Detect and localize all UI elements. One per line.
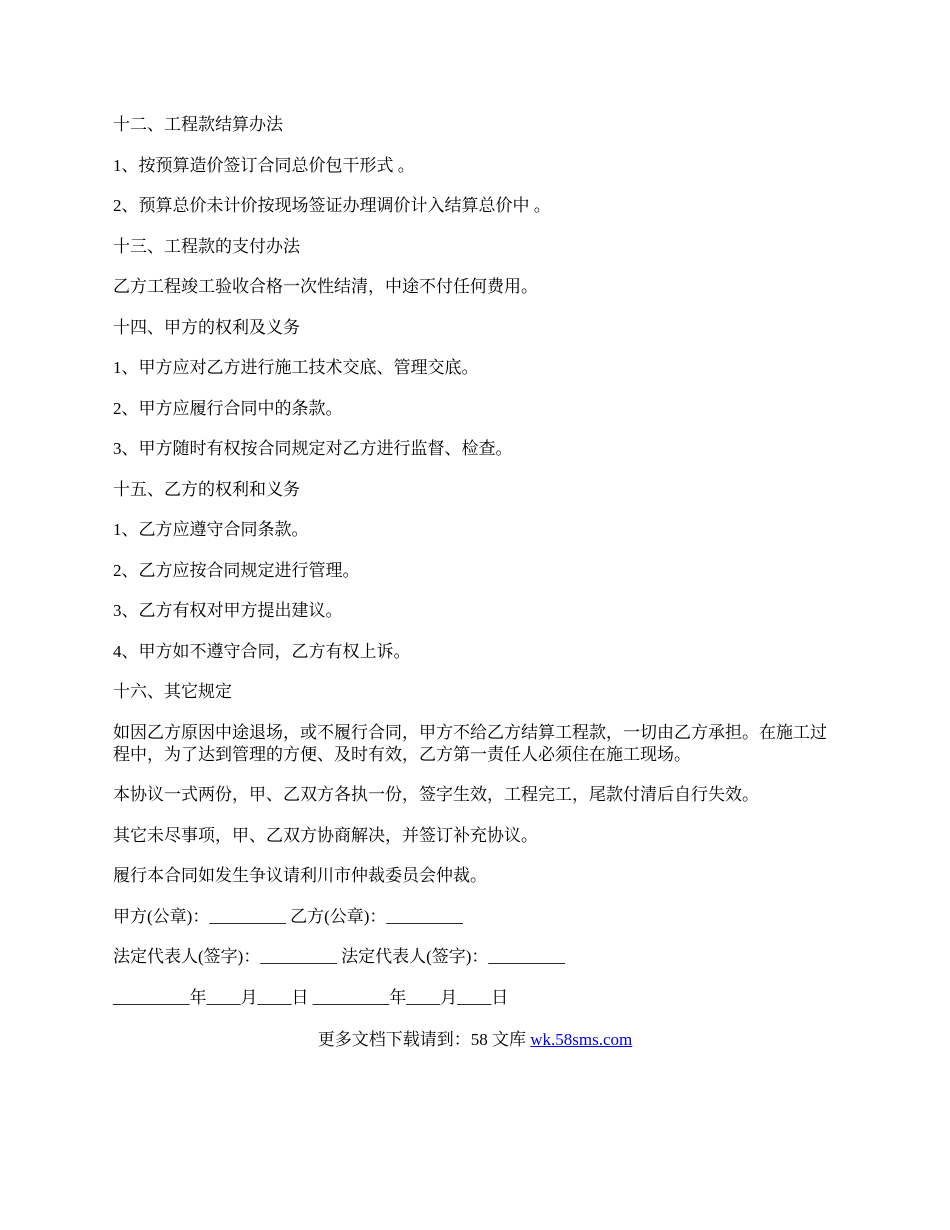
paragraph: 2、乙方应按合同规定进行管理。 [113, 560, 360, 580]
date-line: _________年____月____日 _________年____月____日 [113, 987, 509, 1007]
paragraph: 本协议一式两份，甲、乙双方各执一份，签字生效，工程完工，尾款付清后自行失效。 [113, 785, 759, 804]
paragraph: 履行本合同如发生争议请利川市仲裁委员会仲裁。 [113, 866, 487, 885]
paragraph: 3、乙方有权对甲方提出建议。 [113, 601, 343, 620]
heading-party-b-rights: 十五、乙方的权利和义务 [113, 479, 300, 499]
heading-settlement: 十二、工程款结算办法 [113, 115, 283, 134]
signature-line: 法定代表人(签字)：_________ 法定代表人(签字)：_________ [113, 947, 565, 966]
seal-line: 甲方(公章)：_________ 乙方(公章)：_________ [113, 906, 463, 926]
paragraph: 1、按预算造价签订合同总价包干形式 。 [113, 155, 415, 175]
paragraph: 2、预算总价未计价按现场签证办理调价计入结算总价中 。 [113, 196, 551, 215]
paragraph: 4、甲方如不遵守合同，乙方有权上诉。 [113, 641, 411, 661]
paragraph: 2、甲方应履行合同中的条款。 [113, 398, 343, 418]
paragraph: 3、甲方随时有权按合同规定对乙方进行监督、检查。 [113, 439, 513, 458]
footer-link[interactable]: wk.58sms.com [530, 1030, 633, 1049]
paragraph: 如因乙方原因中途退场，或不履行合同，甲方不给乙方结算工程款，一切由乙方承担。在施工过程中，为了达到管理的方便、及时有效，乙方第一责任人必须住在施工现场。 [113, 722, 827, 764]
footer [0, 1029, 950, 1051]
heading-other-provisions: 十六、其它规定 [113, 682, 232, 701]
footer-text: 更多文档下载请到：58 文库 [317, 1030, 531, 1049]
paragraph: 1、甲方应对乙方进行施工技术交底、管理交底。 [113, 358, 479, 377]
heading-payment: 十三、工程款的支付办法 [113, 236, 300, 256]
paragraph: 1、乙方应遵守合同条款。 [113, 520, 309, 539]
document-body [113, 114, 843, 1027]
heading-party-a-rights: 十四、甲方的权利及义务 [113, 317, 300, 337]
paragraph: 其它未尽事项，甲、乙双方协商解决，并签订补充协议。 [113, 825, 538, 845]
paragraph: 乙方工程竣工验收合格一次性结清，中途不付任何费用。 [113, 277, 538, 296]
